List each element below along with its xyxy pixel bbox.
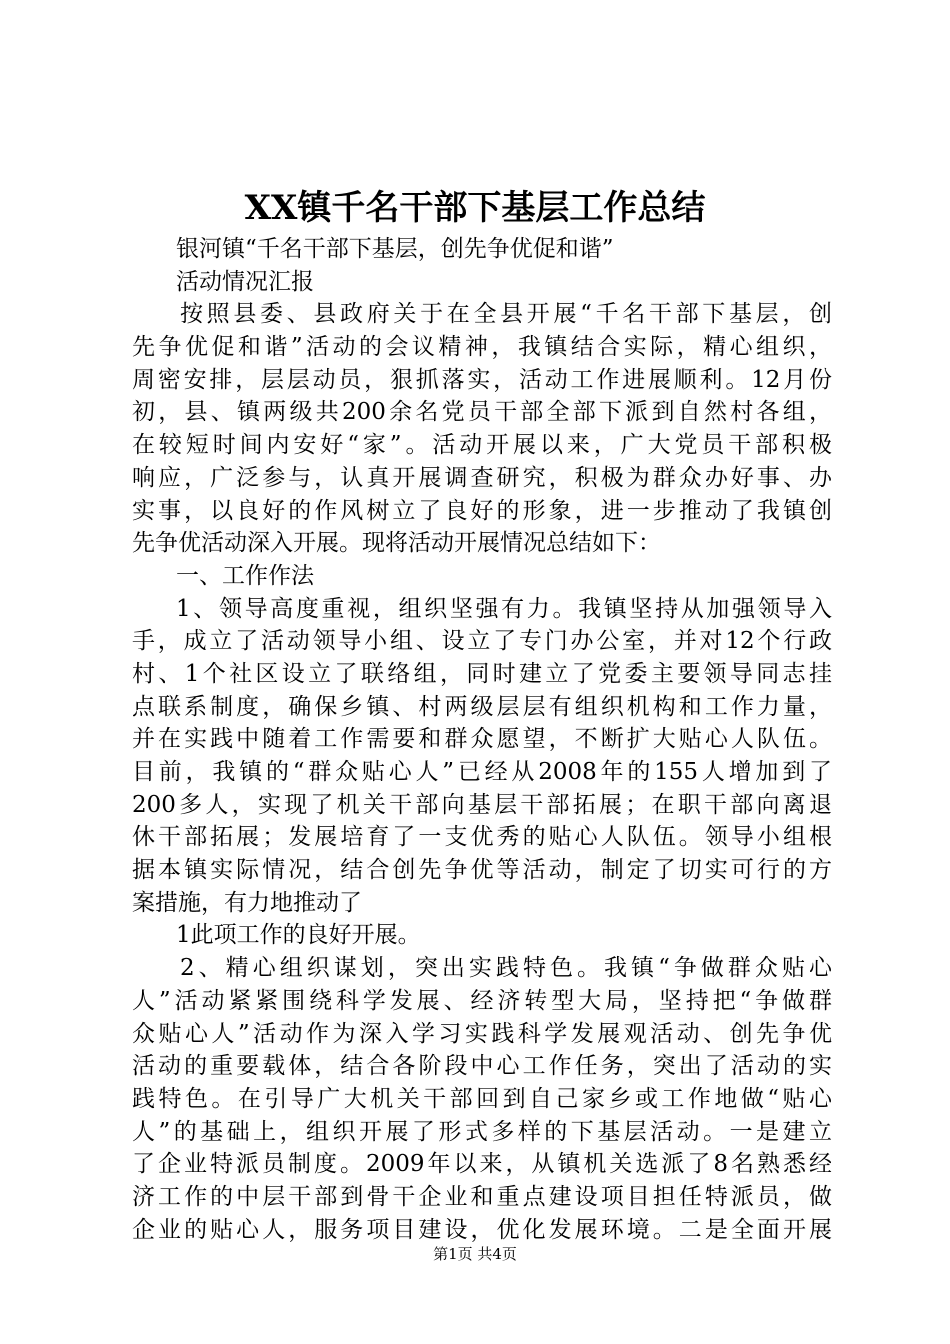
section-heading: 一、工作作法 — [176, 562, 314, 589]
subtitle-line: 银河镇“千名干部下基层，创先争优促和谐” — [176, 236, 614, 262]
paragraph-line: 并在实践中随着工作需要和群众愿望，不断扩大贴心人队伍。 — [132, 726, 832, 753]
paragraph-line: 2、精心组织谋划，突出实践特色。我镇“争做群众贴心 — [180, 955, 832, 982]
document-body — [132, 233, 832, 1246]
paragraph-line: 1、领导高度重视，组织坚强有力。我镇坚持从加强领导入 — [176, 595, 832, 622]
page-title: XX镇千名干部下基层工作总结 — [244, 188, 706, 228]
paragraph-line: 手，成立了活动领导小组、设立了专门办公室，并对12个行政 — [132, 628, 832, 655]
paragraph-line: 了企业特派员制度。2009年以来，从镇机关选派了8名熟悉经 — [132, 1151, 832, 1178]
paragraph-line: 在较短时间内安好“家”。活动开展以来，广大党员干部积极 — [132, 432, 832, 459]
paragraph-line: 1此项工作的良好开展。 — [176, 922, 421, 949]
paragraph-line: 目前，我镇的“群众贴心人”已经从2008年的155人增加到了 — [132, 759, 832, 785]
paragraph-line: 200多人，实现了机关干部向基层干部拓展；在职干部向离退 — [132, 791, 832, 818]
paragraph-line: 众贴心人”活动作为深入学习实践科学发展观活动、创先争优 — [132, 1020, 832, 1047]
paragraph-line: 人”活动紧紧围绕科学发展、经济转型大局，坚持把“争做群 — [132, 987, 832, 1014]
paragraph-line: 活动的重要载体，结合各阶段中心工作任务，突出了活动的实 — [132, 1053, 832, 1080]
paragraph-line: 初，县、镇两级共200余名党员干部全部下派到自然村各组， — [132, 399, 832, 426]
paragraph-line: 先争优促和谐”活动的会议精神，我镇结合实际，精心组织， — [132, 334, 832, 361]
paragraph-line: 济工作的中层干部到骨干企业和重点建设项目担任特派员，做 — [132, 1183, 832, 1210]
subtitle-line: 活动情况汇报 — [176, 268, 314, 295]
page-indicator: 第1页 共4页 — [433, 1245, 517, 1263]
paragraph-line: 周密安排，层层动员，狠抓落实，活动工作进展顺利。12月份 — [132, 366, 832, 393]
paragraph-line: 据本镇实际情况，结合创先争优等活动，制定了切实可行的方 — [132, 857, 832, 884]
paragraph-line: 人”的基础上，组织开展了形式多样的下基层活动。一是建立 — [132, 1118, 832, 1145]
paragraph-line: 先争优活动深入开展。现将活动开展情况总结如下： — [132, 530, 661, 557]
paragraph-line: 案措施，有力地推动了 — [132, 889, 362, 916]
paragraph-line: 响应，广泛参与，认真开展调查研究，积极为群众办好事、办 — [132, 464, 832, 491]
paragraph-line: 实事，以良好的作风树立了良好的形象，进一步推动了我镇创 — [132, 497, 832, 524]
paragraph-line: 按照县委、县政府关于在全县开展“千名干部下基层，创 — [180, 301, 832, 328]
paragraph-line: 企业的贴心人，服务项目建设，优化发展环境。二是全面开展 — [132, 1216, 832, 1243]
paragraph-line: 点联系制度，确保乡镇、村两级层层有组织机构和工作力量， — [132, 693, 832, 720]
paragraph-line: 村、1个社区设立了联络组，同时建立了党委主要领导同志挂 — [132, 660, 832, 687]
paragraph-line: 践特色。在引导广大机关干部回到自己家乡或工作地做“贴心 — [132, 1085, 832, 1112]
paragraph-line: 休干部拓展；发展培育了一支优秀的贴心人队伍。领导小组根 — [132, 824, 832, 851]
